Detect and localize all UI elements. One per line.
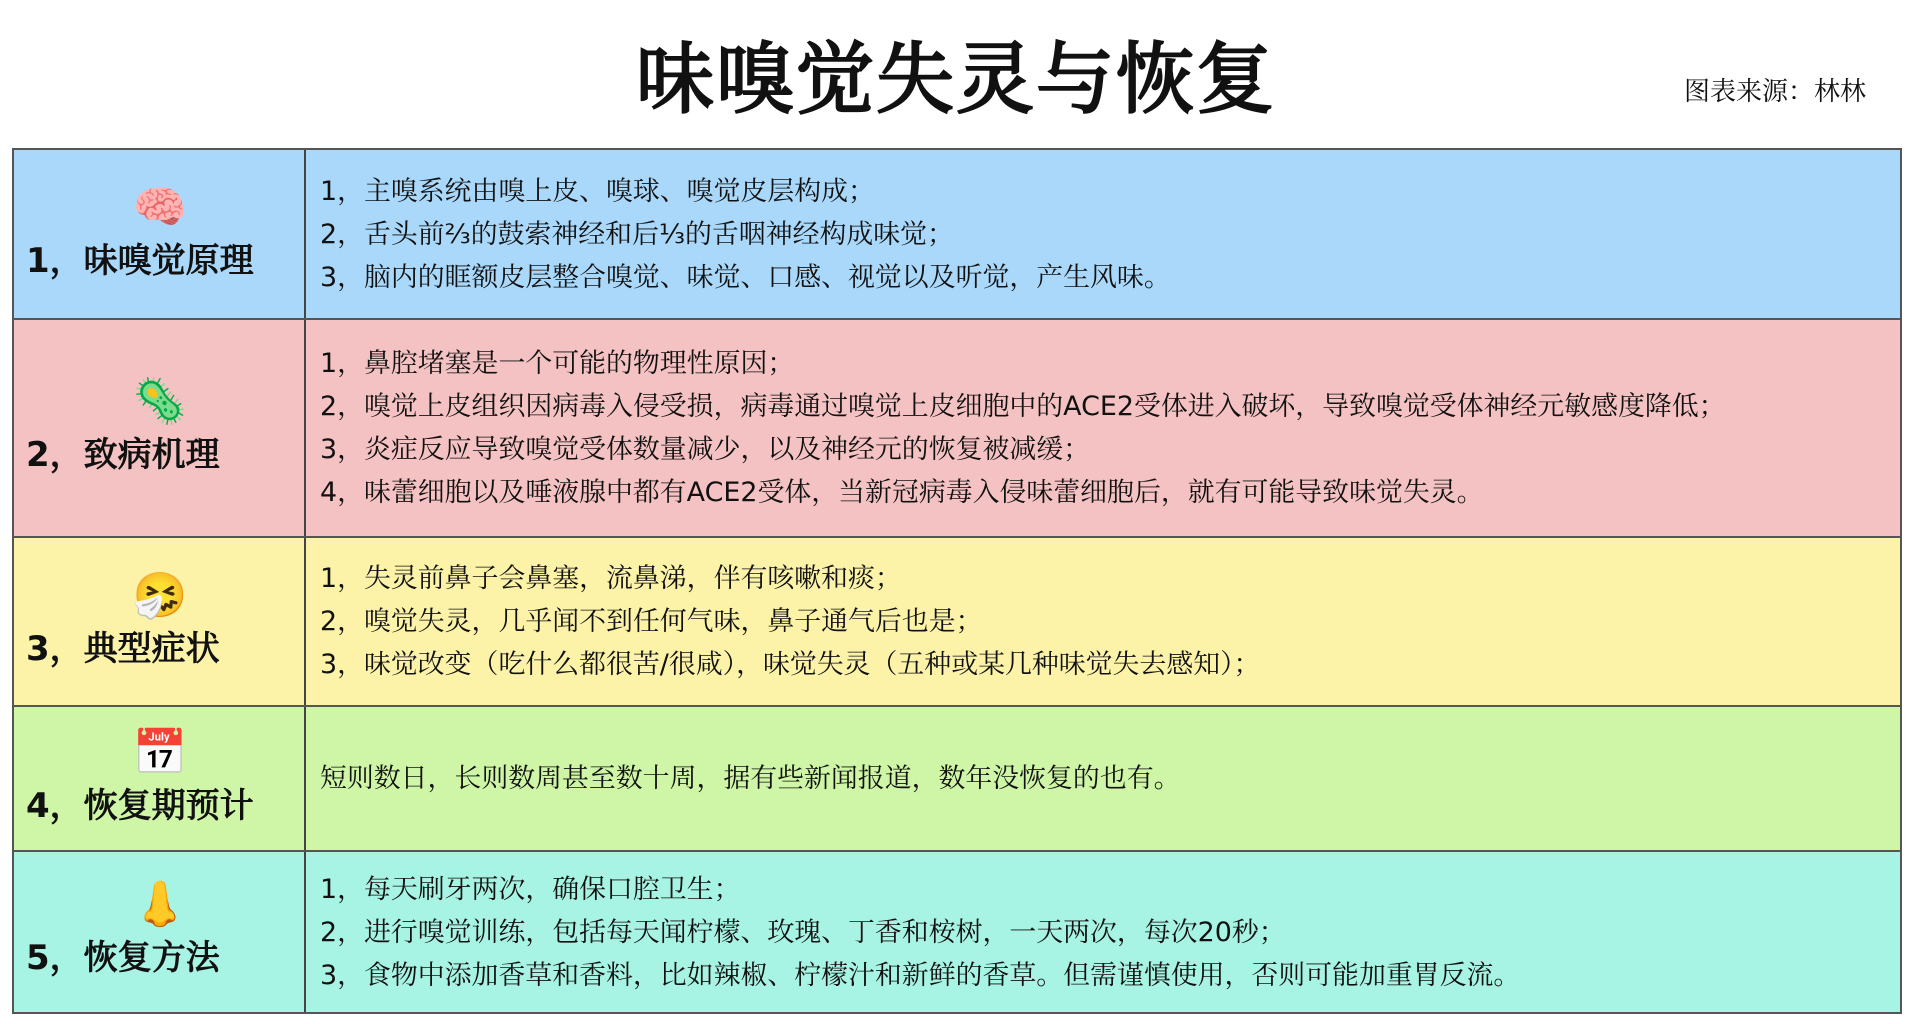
section-content-cell xyxy=(306,320,1900,536)
content-line: 1，每天刷牙两次，确保口腔卫生； xyxy=(320,873,741,905)
content-line: 3，食物中添加香草和香料，比如辣椒、柠檬汁和新鲜的香草。但需谨慎使用，否则可能加重胃反流。 xyxy=(320,959,1521,991)
section-label-cell xyxy=(14,538,306,705)
content-line: 4，味蕾细胞以及唾液腺中都有ACE2受体，当新冠病毒入侵味蕾细胞后，就有可能导致味觉失灵。 xyxy=(320,477,1484,508)
section-label: 3，典型症状 xyxy=(26,629,220,669)
content-line: 3，脑内的眶额皮层整合嗅觉、味觉、口感、视觉以及听觉，产生风味。 xyxy=(320,261,1171,293)
content-line: 3，味觉改变（吃什么都很苦/很咸），味觉失灵（五种或某几种味觉失去感知）； xyxy=(320,649,1261,680)
microbe-icon: 🦠 xyxy=(132,376,188,427)
content-line: 2，嗅觉失灵，几乎闻不到任何气味，鼻子通气后也是； xyxy=(320,606,983,637)
info-table xyxy=(12,148,1902,1014)
section-label: 2，致病机理 xyxy=(26,435,220,475)
section-content-cell xyxy=(306,852,1900,1012)
table-row xyxy=(14,707,1900,852)
sneezing-face-icon: 🤧 xyxy=(132,570,188,621)
table-row xyxy=(14,320,1900,538)
section-label-cell xyxy=(14,707,306,850)
section-content-cell xyxy=(306,150,1900,318)
nose-icon: 👃 xyxy=(132,879,188,930)
content-line: 3，炎症反应导致嗅觉受体数量减少，以及神经元的恢复被减缓； xyxy=(320,434,1091,465)
section-content-cell xyxy=(306,538,1900,705)
content-line: 2，进行嗅觉训练，包括每天闻柠檬、玫瑰、丁香和桉树，一天两次，每次20秒； xyxy=(320,916,1286,948)
section-label-cell xyxy=(14,852,306,1012)
chart-source: 图表来源：林林 xyxy=(1683,77,1866,107)
brain-icon: 🧠 xyxy=(132,182,188,233)
table-row xyxy=(14,150,1900,320)
page-title: 味嗅觉失灵与恢复 xyxy=(635,35,1276,125)
content-line: 2，舌头前⅔的鼓索神经和后⅓的舌咽神经构成味觉； xyxy=(320,218,954,250)
content-line: 1，鼻腔堵塞是一个可能的物理性原因； xyxy=(320,348,795,379)
section-label-cell xyxy=(14,150,306,318)
table-row xyxy=(14,538,1900,707)
content-line: 短则数日，长则数周甚至数十周，据有些新闻报道，数年没恢复的也有。 xyxy=(320,763,1181,794)
section-content-cell xyxy=(306,707,1900,850)
calendar-icon: 📅 xyxy=(132,727,188,778)
section-label: 1，味嗅觉原理 xyxy=(26,241,254,281)
section-label-cell xyxy=(14,320,306,536)
table-row xyxy=(14,852,1900,1012)
content-line: 2，嗅觉上皮组织因病毒入侵受损，病毒通过嗅觉上皮细胞中的ACE2受体进入破坏，导致嗅觉受体神经元敏感度降低； xyxy=(320,391,1726,422)
content-line: 1，失灵前鼻子会鼻塞，流鼻涕，伴有咳嗽和痰； xyxy=(320,563,902,594)
content-line: 1，主嗅系统由嗅上皮、嗅球、嗅觉皮层构成； xyxy=(320,175,875,207)
section-label: 5，恢复方法 xyxy=(26,938,220,978)
section-label: 4，恢复期预计 xyxy=(26,786,254,826)
